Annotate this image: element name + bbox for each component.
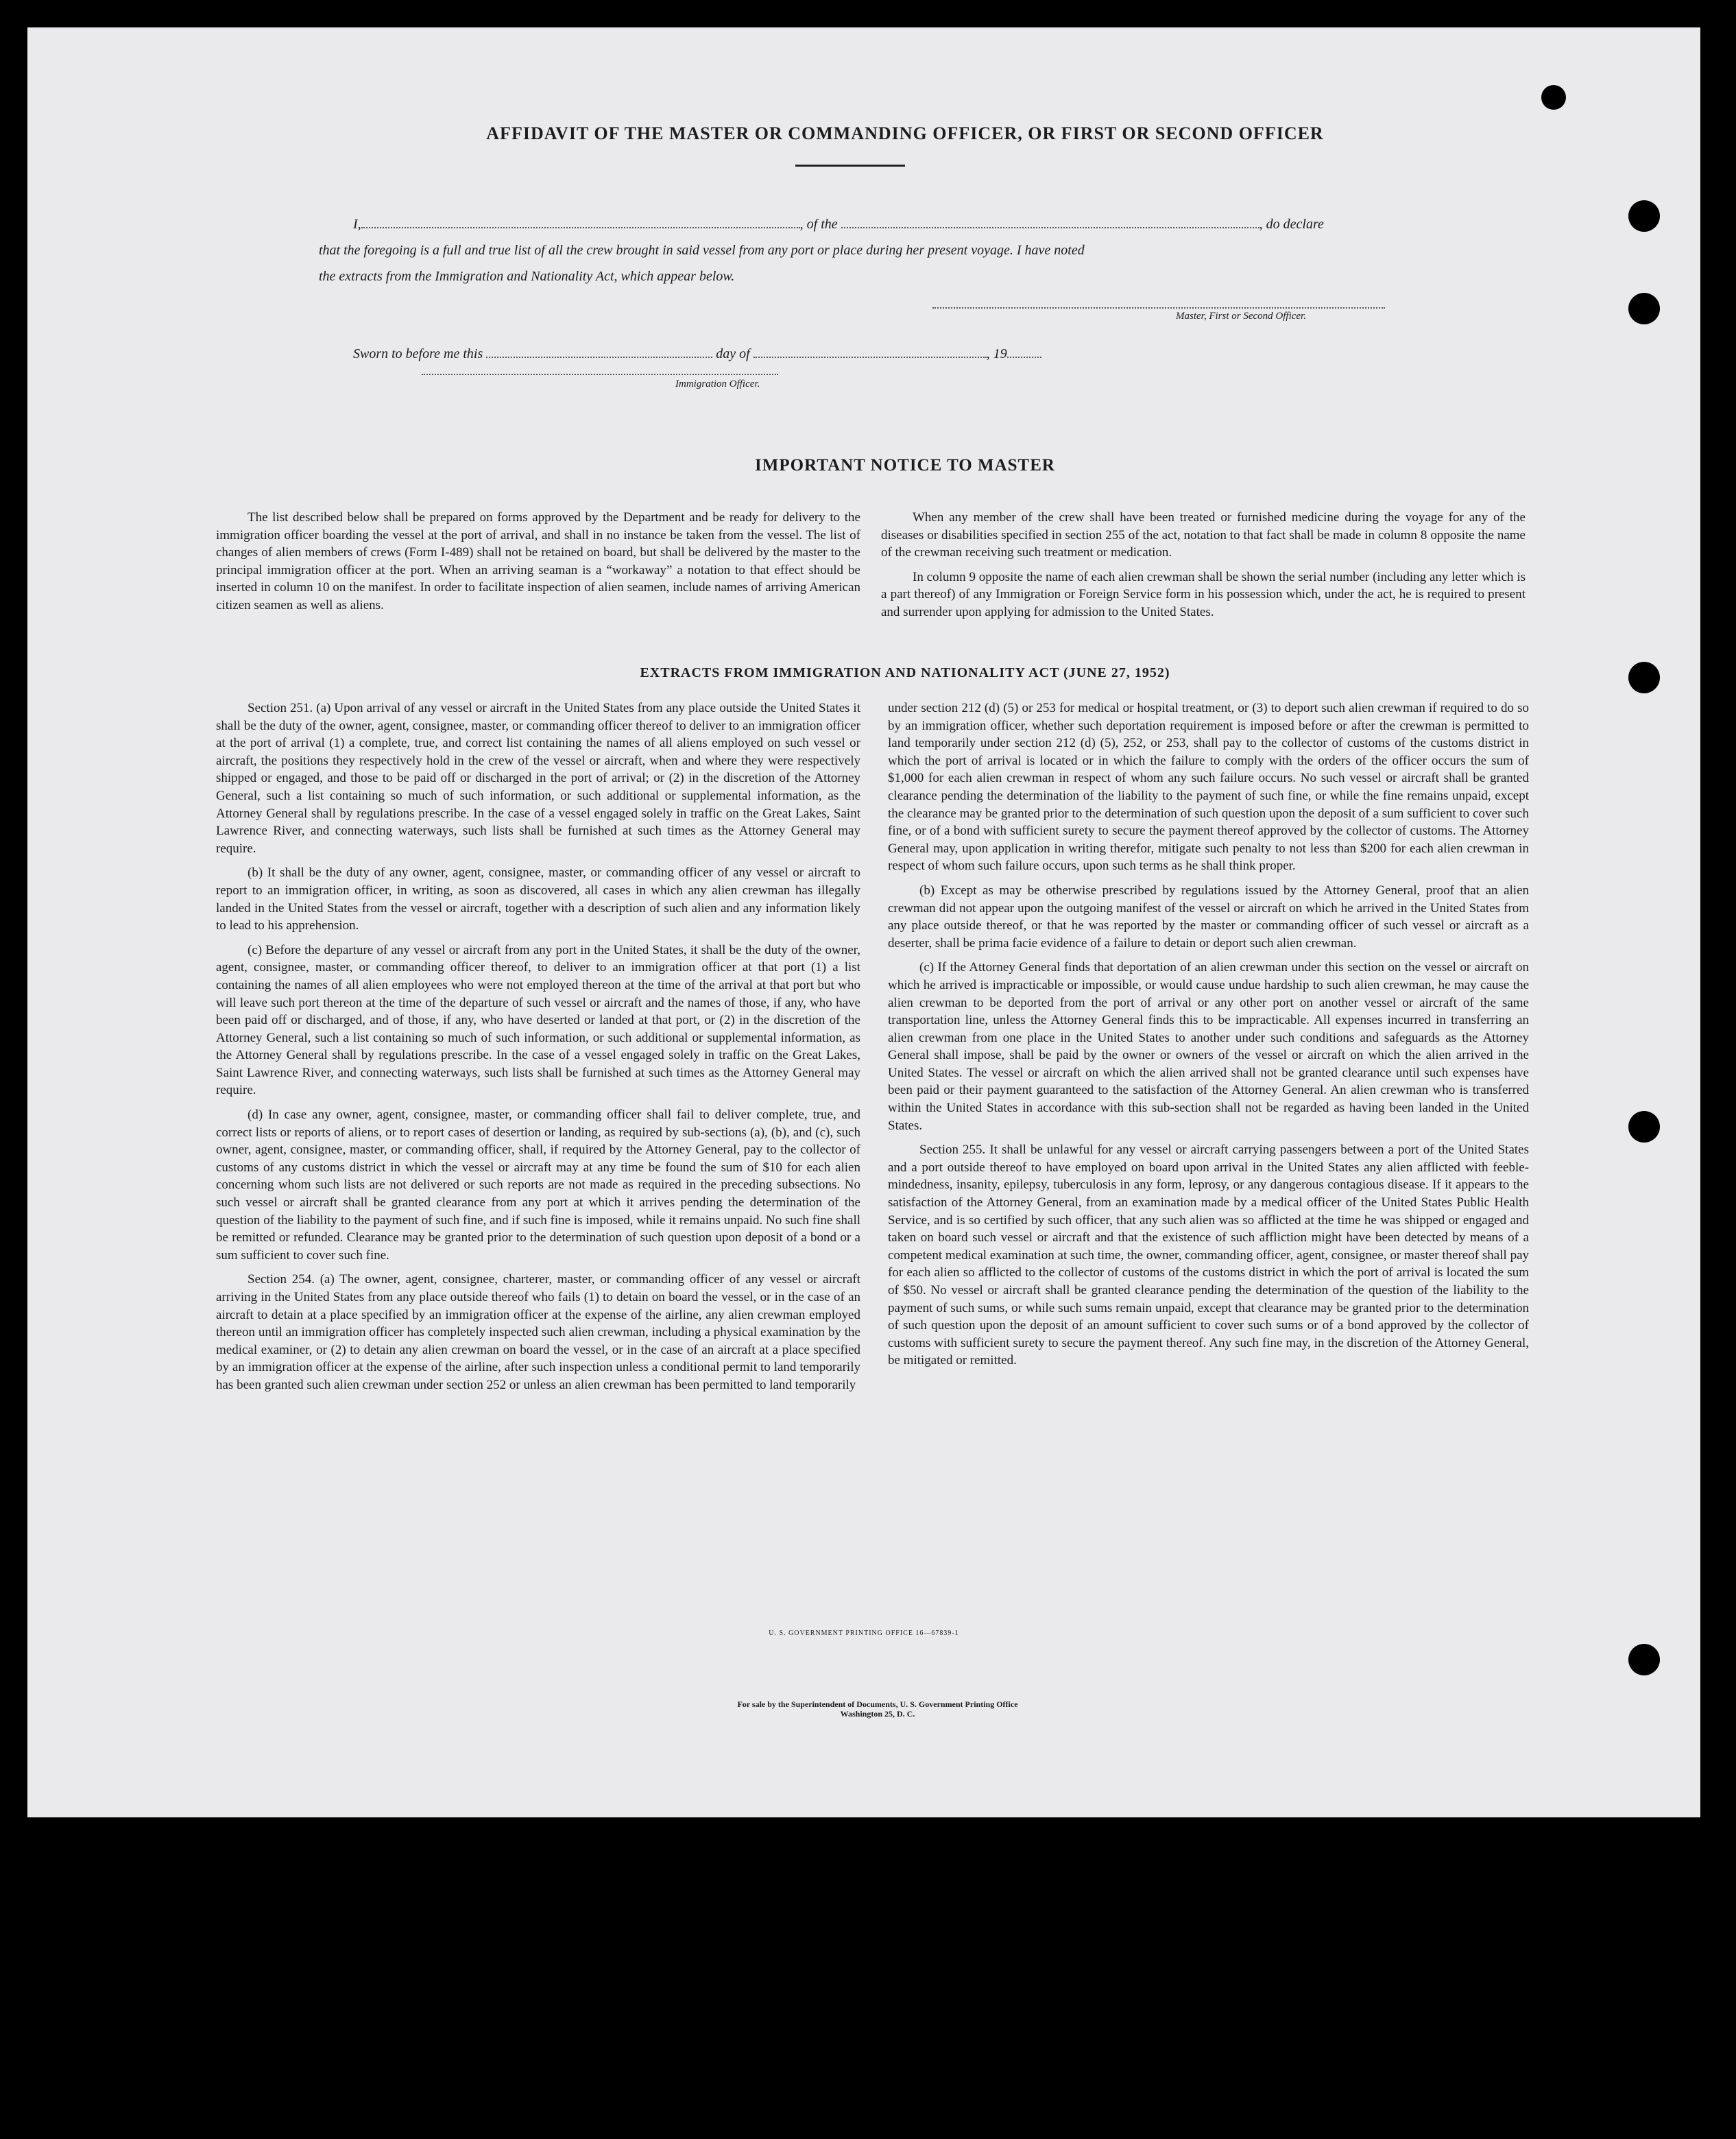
- notice-left-column: [216, 509, 860, 621]
- year-prefix: , 19: [986, 346, 1007, 361]
- notice-right-paragraph-2: In column 9 opposite the name of each alien crewman shall be shown the serial number (including any letter which is a part thereof) of any Immigration or Foreign Service form in his possession which, under the act, he is required to present and surrender upon applying for admission to the United States.: [881, 569, 1526, 619]
- notice-left-paragraph: The list described below shall be prepared on forms approved by the Department and be ready for delivery to the immigration officer boarding the vessel at the port of arrival, and shall in no instance be taken from the vessel. The list of changes of alien members of crews (Form I-489) shall not be retained on board, but shall be delivered by the master to the principal immigration officer at the port. When an arriving seaman is a “workaway” a notation to that effect should be inserted in column 10 on the manifest. In order to facilitate inspection of alien seamen, include names of arriving American citizen seamen as well as aliens.: [216, 510, 860, 612]
- extract-paragraph: under section 212 (d) (5) or 253 for medical or hospital treatment, or (3) to deport such alien crewman if required to do so by an immigration officer, whether such deportation requirement is imposed before or after the crewman is permitted to land temporarily under section 212 (d) (5), 252, or 253, shall pay to the collector of customs of the customs district in which the port of arrival is located or in which the failure to comply with the orders of the officer occurs the sum of $1,000 for each alien crewman in respect of whom any such failure occurs. No such vessel or aircraft shall be granted clearance pending the determination of the liability to the payment of such fine, or while the fine remains unpaid, except the clearance may be granted prior to the determination of such question upon the deposit of a sum sufficient to cover such fine, or of a bond with sufficient surety to secure the payment thereof approved by the collector of customs. The Attorney General may, upon application in writing therefor, mitigate such penalty to not less than $200 for each alien crewman in respect of whom such failure occurs, upon such terms as he shall think proper.: [888, 701, 1529, 874]
- extract-paragraph: (b) Except as may be otherwise prescribed by regulations issued by the Attorney General, proof that an alien crewman did not appear upon the outgoing manifest of the vessel or aircraft on which he arrived in the United States from any place outside thereof, or that he was reported by the master or commanding officer of such vessel or aircraft as a deserter, shall be prima facie evidence of a failure to detain or deport such alien crewman.: [888, 883, 1529, 951]
- sale-notice-line-1: For sale by the Superintendent of Documents, U. S. Government Printing Office: [737, 1699, 1018, 1709]
- day-blank[interactable]: [486, 357, 712, 358]
- punch-hole: [1628, 293, 1660, 324]
- extracts-heading: EXTRACTS FROM IMMIGRATION AND NATIONALITY ACT (JUNE 27, 1952): [640, 665, 1170, 680]
- notice-right-paragraph-1: When any member of the crew shall have been treated or furnished medicine during the voyage for any of the diseases or disabilities specified in section 255 of the act, notation to that fact shall be made in column 8 opposite the name of the crewman receiving such treatment or medication.: [881, 510, 1526, 560]
- extract-paragraph: Section 254. (a) The owner, agent, consignee, charterer, master, or commanding officer of any vessel or aircraft arriving in the United States from any place outside thereof who fails (1) to detain on board the vessel, or in the case of an aircraft to detain at a place specified by an immigration officer at the expense of the airline, any alien crewman employed thereon until an immigration officer has completely inspected such alien crewman, including a physical examination by the medical examiner, or (2) to detain any alien crewman on board the vessel, or in the case of an aircraft at a place specified by an immigration officer at the expense of the airline, after such inspection unless a conditional permit to land temporarily has been granted such alien crewman under section 252 or unless an alien crewman has been permitted to land temporarily: [216, 1272, 860, 1392]
- extracts-right-column: [888, 700, 1529, 1376]
- affidavit-line-2: that the foregoing is a full and true list of all the crew brought in said vessel from any port or place during her present voyage. I have noted: [319, 243, 1085, 258]
- immigration-caption: Immigration Officer.: [675, 379, 760, 390]
- affidavit-line-1: I, , of the , do declare: [353, 217, 1324, 232]
- extract-paragraph: (b) It shall be the duty of any owner, agent, consignee, master, or commanding officer of any vessel or aircraft to report to an immigration officer, in writing, as soon as discovered, all cases in which any alien crewman has illegally landed in the United States from the vessel or aircraft, together with a description of such alien and any information likely to lead to his apprehension.: [216, 865, 860, 933]
- sworn-line: [353, 341, 1244, 367]
- punch-hole: [1628, 662, 1660, 693]
- extract-paragraph: Section 255. It shall be unlawful for any vessel or aircraft carrying passengers between a port of the United States and a port outside thereof to have employed on board upon arrival in the United States any alien afflicted with feeble-mindedness, insanity, epilepsy, tuberculosis in any form, leprosy, or any dangerous contagious disease. If it appears to the satisfaction of the Attorney General, from an examination made by a medical officer of the United States Public Health Service, and is so certified by such officer, that any such alien was so afflicted at the time he was shipped or engaged and taken on board such vessel or aircraft and that the existence of such affliction might have been detected by means of a competent medical examination at such time, the owner, commanding officer, agent, consignee, or master thereof shall pay for each alien so afflicted to the collector of customs of the customs district in which the port of arrival is located the sum of $50. No vessel or aircraft shall be granted clearance pending the determination of the question of the liability to the payment of such sums, or while such sums remain unpaid, except that clearance may be granted prior to the determination of such question upon the deposit of an amount sufficient to cover such sums or of a bond approved by the collector of customs with sufficient surety to secure the payment thereof. Any such fine may, in the discretion of the Attorney General, be mitigated or remitted.: [888, 1143, 1529, 1368]
- printing-office-line: U. S. GOVERNMENT PRINTING OFFICE 16—67839-1: [769, 1629, 959, 1637]
- sale-notice-line-2: Washington 25, D. C.: [840, 1709, 915, 1719]
- punch-hole: [1628, 1111, 1660, 1143]
- master-caption: Master, First or Second Officer.: [1176, 311, 1306, 322]
- notice-right-column: [881, 509, 1526, 628]
- master-signature-line[interactable]: [932, 307, 1385, 309]
- punch-hole: [1628, 200, 1660, 232]
- vessel-blank[interactable]: [841, 227, 1259, 228]
- form-page: [27, 27, 1700, 1817]
- affidavit-heading: AFFIDAVIT OF THE MASTER OR COMMANDING OFFICER, OR FIRST OR SECOND OFFICER: [486, 123, 1324, 143]
- affidavit-declare-label: do declare: [1266, 217, 1324, 232]
- day-of-label: day of: [716, 346, 750, 361]
- immigration-signature-line[interactable]: [422, 374, 778, 375]
- affidavit-of-the-label: , of the: [799, 217, 838, 232]
- extract-paragraph: (d) In case any owner, agent, consignee, master, or commanding officer shall fail to deliver complete, true, and correct lists or reports of aliens, or to report cases of desertion or landing, as required by sub-sections (a), (b), and (c), such owner, agent, consignee, master, or commanding officer, shall, if required by the Attorney General, pay to the collector of customs of any customs district in which the vessel or aircraft may at any time be found the sum of $10 for each alien concerning whom such lists are not delivered or such reports are not made as required in the preceding subsections. No such vessel or aircraft shall be granted clearance from any port at which it arrives pending the determination of the question of the liability to the payment of such fine, and if such fine is imposed, while it remains unpaid. No such fine shall be remitted or refunded. Clearance may be granted prior to the determination of such question upon deposit of a bond or a sum sufficient to cover such fine.: [216, 1108, 860, 1263]
- extract-paragraph: (c) Before the departure of any vessel or aircraft from any port in the United States, it shall be the duty of the owner, agent, consignee, master, or commanding officer thereof, to deliver to an immigration officer at that port (1) a list containing the names of all alien employees who were not employed thereon at the time of the arrival at that port but who will leave such port thereon at the time of the departure of such vessel or aircraft and the names of those, if any, who have been paid off or discharged, and of those, if any, who have deserted or landed at that port, or (2) in the discretion of the Attorney General, such a list containing so much of such information, or such additional or supplemental information, as the Attorney General shall by regulations prescribe. In the case of a vessel engaged solely in traffic on the Great Lakes, Saint Lawrence River, and connecting waterways, such lists shall be furnished at such times as the Attorney General may require.: [216, 942, 860, 1098]
- extract-paragraph: (c) If the Attorney General finds that deportation of an alien crewman under this section on the vessel or aircraft on which he arrived is impracticable or impossible, or would cause undue hardship to such alien crewman, he may cause the alien crewman to be deported from the port of arrival or any other port on another vessel or aircraft of the same transportation line, unless the Attorney General finds this to be impracticable. All expenses incurred in transferring an alien crewman from one place in the United States to another under such conditions and safeguards as the Attorney General shall impose, shall be paid by the owner or owners of the vessel or aircraft on which the alien arrived in the United States. The vessel or aircraft on which the alien arrived shall not be granted clearance until such expenses have been paid or their payment guaranteed to the satisfaction of the Attorney General. An alien crewman who is transferred within the United States in accordance with this sub-section shall not be regarded as having been landed in the United States.: [888, 960, 1529, 1133]
- punch-hole: [1628, 1644, 1660, 1675]
- sworn-prefix: Sworn to before me this: [353, 346, 483, 361]
- punch-hole: [1541, 85, 1566, 110]
- extracts-left-column: [216, 700, 860, 1401]
- month-blank[interactable]: [754, 357, 987, 358]
- name-blank[interactable]: [361, 227, 800, 228]
- notice-heading: IMPORTANT NOTICE TO MASTER: [755, 456, 1055, 475]
- affidavit-i-label: I,: [353, 217, 361, 232]
- heading-rule: [795, 165, 905, 167]
- year-blank[interactable]: [1007, 357, 1041, 358]
- affidavit-line-3: the extracts from the Immigration and Nationality Act, which appear below.: [319, 269, 735, 284]
- extract-paragraph: Section 251. (a) Upon arrival of any vessel or aircraft in the United States from any place outside the United States it shall be the duty of the owner, agent, consignee, master, or commanding officer thereof to deliver to an immigration officer at the port of arrival (1) a complete, true, and correct list containing the names of all aliens employed on such vessel or aircraft, the positions they respectively hold in the crew of the vessel or aircraft, when and where they were respectively shipped or engaged, and those to be paid off or discharged in the port of arrival; or (2) in the discretion of the Attorney General, such a list containing so much of such information, or such additional or supplemental information, as the Attorney General shall by regulations prescribe. In the case of a vessel engaged solely in traffic on the Great Lakes, Saint Lawrence River, and connecting waterways, such lists shall be furnished at such times as the Attorney General may require.: [216, 701, 860, 856]
